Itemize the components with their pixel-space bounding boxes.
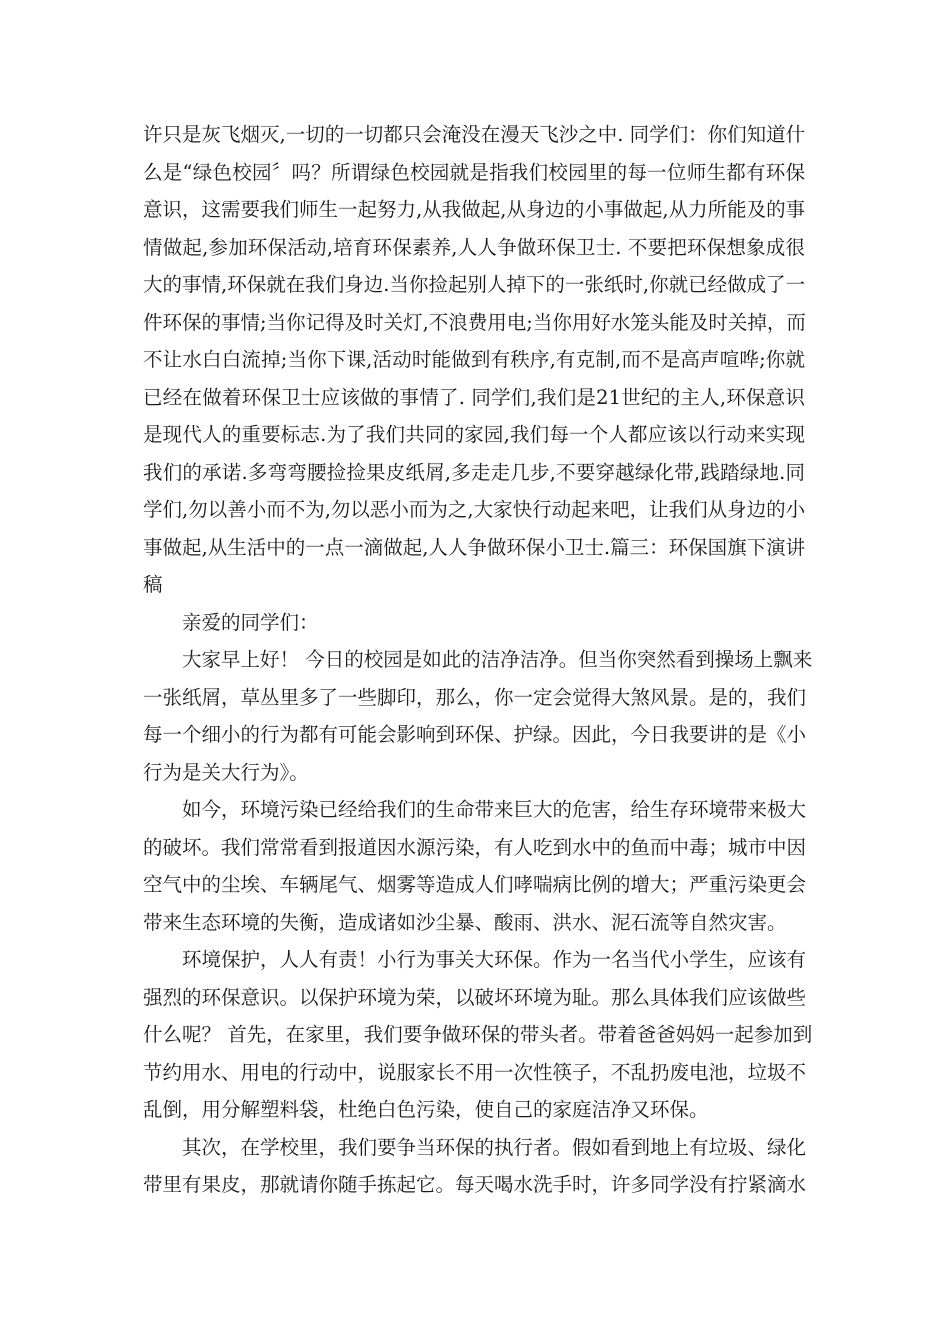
text-line bbox=[143, 229, 805, 267]
text-line-content: 一张纸屑，草丛里多了一些脚印，那么，你一定会觉得大煞风景。是的，我们 bbox=[143, 685, 807, 709]
text-line bbox=[143, 791, 805, 829]
text-line-content: 环境保护，人人有责！小行为事关大环保。作为一名当代小学生，应该有 bbox=[182, 948, 807, 971]
text-line-content: 情做起,参加环保活动,培育环保素养,人人争做环保卫士. 不要把环保想象成很 bbox=[143, 235, 805, 259]
text-line bbox=[143, 1054, 805, 1092]
text-line bbox=[143, 529, 805, 567]
text-line bbox=[143, 191, 805, 229]
text-line bbox=[143, 1129, 805, 1167]
text-line-content: 带来生态环境的失衡，造成诸如沙尘暴、酸雨、洪水、泥石流等自然灾害。 bbox=[143, 910, 787, 934]
text-line bbox=[143, 454, 805, 492]
text-line-content: 其次，在学校里，我们要争当环保的执行者。假如看到地上有垃圾、绿化 bbox=[182, 1135, 807, 1159]
text-line bbox=[143, 716, 805, 754]
text-line-content: 么是“绿色校园〞吗？所谓绿色校园就是指我们校园里的每一位师生都有环保 bbox=[143, 160, 805, 184]
text-line-content: 什么呢？ 首先，在家里，我们要争做环保的带头者。带着爸爸妈妈一起参加到 bbox=[143, 1023, 813, 1046]
text-line-content: 意识，这需要我们师生一起努力,从我做起,从身边的小事做起,从力所能及的事 bbox=[143, 198, 806, 221]
text-line-content: 学们,勿以善小而不为,勿以恶小而为之,大家快行动起来吧，让我们从身边的小 bbox=[143, 498, 806, 521]
text-line bbox=[143, 1016, 813, 1054]
text-line-content: 空气中的尘埃、车辆尾气、烟雾等造成人们哮喘病比例的增大；严重污染更会 bbox=[143, 873, 807, 896]
text-line-content: 亲爱的同学们： bbox=[182, 610, 319, 634]
text-line-content: 稿 bbox=[143, 573, 163, 596]
text-line bbox=[143, 979, 805, 1017]
text-line bbox=[143, 154, 805, 192]
text-line bbox=[143, 266, 805, 304]
text-line-content: 乱倒，用分解塑料袋，杜绝白色污染，使自己的家庭洁净又环保。 bbox=[143, 1098, 709, 1121]
text-line bbox=[143, 1166, 805, 1204]
text-line-content: 的破坏。我们常常看到报道因水源污染，有人吃到水中的鱼而中毒；城市中因 bbox=[143, 835, 807, 859]
text-line bbox=[143, 304, 805, 342]
text-line-content: 带里有果皮，那就请你随手拣起它。每天喝水洗手时，许多同学没有拧紧滴水 bbox=[143, 1173, 807, 1196]
text-line-content: 件环保的事情;当你记得及时关灯,不浪费用电;当你用好水笼头能及时关掉，而 bbox=[143, 310, 806, 334]
text-line bbox=[143, 866, 805, 904]
text-line-content: 如今，环境污染已经给我们的生命带来巨大的危害，给生存环境带来极大 bbox=[182, 798, 807, 821]
text-line bbox=[143, 491, 805, 529]
text-line-content: 大的事情,环保就在我们身边.当你捡起别人掉下的一张纸时,你就已经做成了一 bbox=[143, 273, 806, 296]
text-line bbox=[143, 679, 805, 717]
text-line bbox=[143, 641, 813, 679]
text-line-content: 是现代人的重要标志.为了我们共同的家园,我们每一个人都应该以行动来实现 bbox=[143, 423, 805, 446]
text-line bbox=[143, 416, 805, 454]
text-line-content: 许只是灰飞烟灭,一切的一切都只会淹没在漫天飞沙之中. 同学们：你们知道什 bbox=[143, 123, 806, 146]
text-line-content: 不让水白白流掉;当你下课,活动时能做到有秩序,有克制,而不是高声喧哗;你就 bbox=[143, 348, 805, 371]
text-line bbox=[143, 341, 805, 379]
text-line bbox=[143, 1091, 805, 1129]
text-line-content: 节约用水、用电的行动中，说服家长不用一次性筷子，不乱扔废电池，垃圾不 bbox=[143, 1060, 807, 1084]
text-line-content: 每一个细小的行为都有可能会影响到环保、护绿。因此，今日我要讲的是《小 bbox=[143, 723, 807, 746]
text-line-content: 行为是关大行为》。 bbox=[143, 760, 309, 784]
document-body bbox=[143, 116, 813, 1204]
text-line bbox=[143, 379, 805, 417]
text-line bbox=[143, 829, 805, 867]
text-line bbox=[143, 941, 805, 979]
text-line bbox=[143, 604, 805, 642]
text-line-content: 已经在做着环保卫士应该做的事情了. 同学们,我们是21世纪的主人,环保意识 bbox=[143, 385, 805, 409]
text-line-content: 大家早上好！ 今日的校园是如此的洁净洁净。但当你突然看到操场上飘来 bbox=[182, 648, 813, 671]
text-line bbox=[143, 904, 805, 942]
text-line bbox=[143, 754, 805, 792]
text-line-content: 事做起,从生活中的一点一滴做起,人人争做环保小卫士.篇三：环保国旗下演讲 bbox=[143, 535, 806, 559]
text-line-content: 强烈的环保意识。以保护环境为荣，以破坏环境为耻。那么具体我们应该做些 bbox=[143, 985, 807, 1009]
text-line bbox=[143, 566, 805, 604]
text-line-content: 我们的承诺.多弯弯腰捡捡果皮纸屑,多走走几步,不要穿越绿化带,践踏绿地.同 bbox=[143, 460, 805, 484]
text-line bbox=[143, 116, 805, 154]
